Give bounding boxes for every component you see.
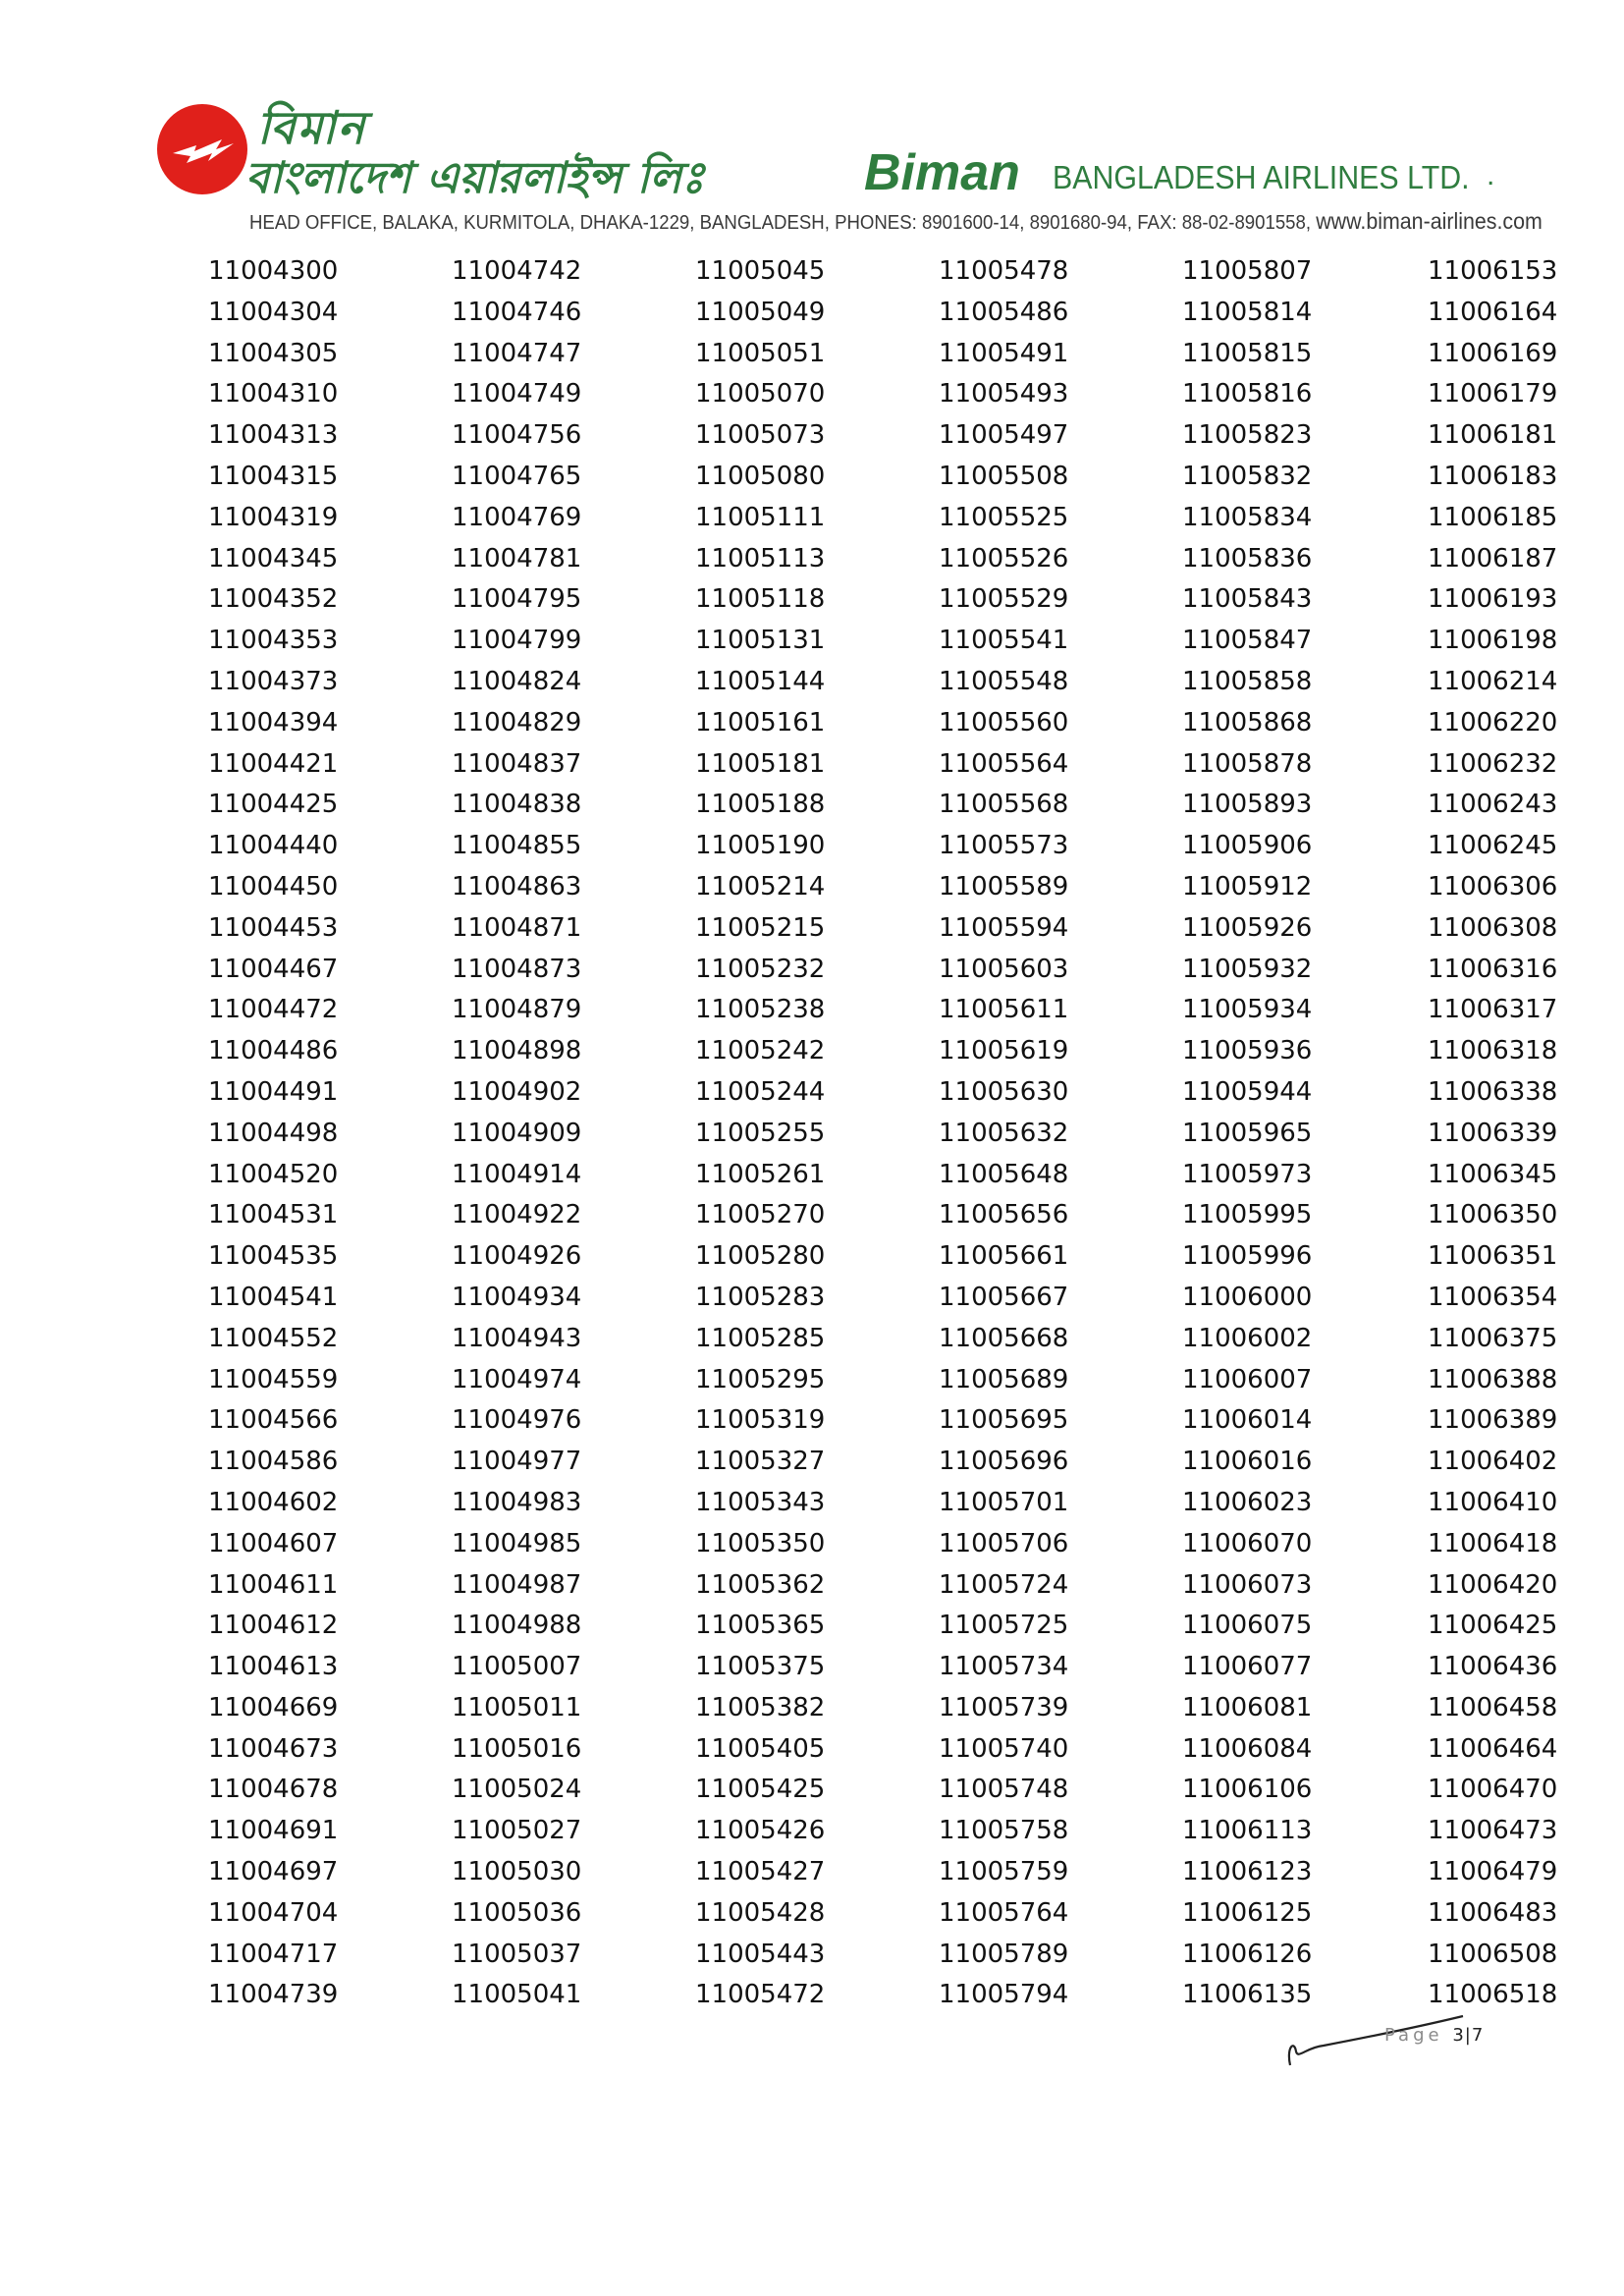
- roll-number-cell: 11006410: [1428, 1487, 1558, 1517]
- roll-number-cell: 11004305: [208, 338, 339, 368]
- roll-number-cell: 11006000: [1182, 1282, 1313, 1312]
- roll-number-cell: 11005548: [939, 666, 1069, 696]
- roll-number-cell: 11005630: [939, 1076, 1069, 1107]
- roll-number-cell: 11005049: [695, 297, 826, 327]
- roll-number-cell: 11004799: [452, 626, 582, 656]
- roll-number-cell: 11004491: [208, 1076, 339, 1107]
- roll-number-cell: 11004756: [452, 420, 582, 451]
- roll-number-cell: 11005632: [939, 1118, 1069, 1148]
- roll-number-cell: 11005073: [695, 420, 826, 451]
- roll-number-cell: 11004345: [208, 543, 339, 574]
- roll-number-cell: 11005486: [939, 297, 1069, 327]
- roll-number-cell: 11005214: [695, 871, 826, 902]
- roll-number-cell: 11004353: [208, 626, 339, 656]
- roll-number-cell: 11005261: [695, 1159, 826, 1189]
- roll-number-cell: 11005161: [695, 707, 826, 738]
- roll-number-cell: 11005926: [1182, 912, 1313, 943]
- roll-number-cell: 11005027: [452, 1816, 582, 1846]
- roll-number-cell: 11005011: [452, 1692, 582, 1722]
- roll-number-cell: 11005144: [695, 666, 826, 696]
- roll-number-cell: 11004673: [208, 1733, 339, 1764]
- roll-number-cell: 11004602: [208, 1487, 339, 1517]
- roll-number-cell: 11004304: [208, 297, 339, 327]
- roll-number-cell: 11005603: [939, 954, 1069, 984]
- roll-number-cell: 11004879: [452, 995, 582, 1025]
- roll-number-cell: 11004824: [452, 666, 582, 696]
- roll-number-cell: 11004977: [452, 1447, 582, 1477]
- roll-number-cell: 11005843: [1182, 584, 1313, 615]
- roll-number-cell: 11006339: [1428, 1118, 1558, 1148]
- biman-logo-icon: [157, 104, 247, 194]
- roll-number-cell: 11004742: [452, 256, 582, 286]
- roll-number-cell: 11005832: [1182, 461, 1313, 491]
- roll-number-cell: 11005327: [695, 1447, 826, 1477]
- roll-number-cell: 11005472: [695, 1980, 826, 2010]
- roll-number-cell: 11006183: [1428, 461, 1558, 491]
- roll-number-cell: 11004863: [452, 871, 582, 902]
- roll-number-cell: 11005834: [1182, 502, 1313, 532]
- roll-number-cell: 11004373: [208, 666, 339, 696]
- roll-number-cell: 11005529: [939, 584, 1069, 615]
- number-column: [1428, 251, 1575, 2016]
- roll-number-cell: 11005181: [695, 748, 826, 779]
- roll-number-cell: 11006245: [1428, 831, 1558, 861]
- roll-number-cell: 11004586: [208, 1447, 339, 1477]
- roll-number-cell: 11004902: [452, 1076, 582, 1107]
- roll-number-cell: 11006153: [1428, 256, 1558, 286]
- roll-number-cell: 11004739: [208, 1980, 339, 2010]
- roll-number-cell: 11004310: [208, 379, 339, 410]
- page-word: Page: [1384, 2025, 1443, 2046]
- roll-number-cell: 11006214: [1428, 666, 1558, 696]
- roll-number-cell: 11004829: [452, 707, 582, 738]
- roll-number-cell: 11006187: [1428, 543, 1558, 574]
- roll-number-cell: 11006113: [1182, 1816, 1313, 1846]
- roll-number-cell: 11005734: [939, 1652, 1069, 1682]
- roll-number-cell: 11004746: [452, 297, 582, 327]
- roll-number-cell: 11006016: [1182, 1447, 1313, 1477]
- roll-number-cell: 11006073: [1182, 1569, 1313, 1600]
- roll-number-cell: 11005111: [695, 502, 826, 532]
- roll-number-cell: 11005526: [939, 543, 1069, 574]
- roll-number-cell: 11004425: [208, 790, 339, 820]
- number-column: [452, 251, 695, 2016]
- roll-number-cell: 11005493: [939, 379, 1069, 410]
- roll-number-cell: 11005497: [939, 420, 1069, 451]
- roll-number-cell: 11005564: [939, 748, 1069, 779]
- roll-number-cell: 11006351: [1428, 1241, 1558, 1272]
- roll-number-cell: 11005070: [695, 379, 826, 410]
- roll-number-cell: 11004559: [208, 1364, 339, 1394]
- roll-number-cell: 11004717: [208, 1939, 339, 1969]
- roll-number-cell: 11005656: [939, 1200, 1069, 1230]
- roll-number-cell: 11004531: [208, 1200, 339, 1230]
- roll-number-cell: 11005285: [695, 1323, 826, 1353]
- roll-number-cell: 11005080: [695, 461, 826, 491]
- roll-number-cell: 11006002: [1182, 1323, 1313, 1353]
- roll-number-cell: 11004669: [208, 1692, 339, 1722]
- roll-number-cell: 11005350: [695, 1528, 826, 1558]
- roll-number-cell: 11005365: [695, 1611, 826, 1641]
- roll-number-cell: 11004315: [208, 461, 339, 491]
- roll-number-cell: 11005868: [1182, 707, 1313, 738]
- roll-number-cell: 11005428: [695, 1897, 826, 1928]
- roll-number-cell: 11005619: [939, 1036, 1069, 1066]
- roll-number-cell: 11005696: [939, 1447, 1069, 1477]
- roll-number-cell: 11005508: [939, 461, 1069, 491]
- roll-number-cell: 11005944: [1182, 1076, 1313, 1107]
- roll-number-cell: 11006169: [1428, 338, 1558, 368]
- roll-number-cell: 11005816: [1182, 379, 1313, 410]
- roll-number-cell: 11006375: [1428, 1323, 1558, 1353]
- roll-number-cell: 11005794: [939, 1980, 1069, 2010]
- roll-number-cell: 11005748: [939, 1775, 1069, 1805]
- roll-number-cell: 11005695: [939, 1405, 1069, 1436]
- roll-number-cell: 11004552: [208, 1323, 339, 1353]
- roll-number-cell: 11006220: [1428, 707, 1558, 738]
- roll-number-cell: 11005878: [1182, 748, 1313, 779]
- roll-number-cell: 11004976: [452, 1405, 582, 1436]
- roll-number-cell: 11006464: [1428, 1733, 1558, 1764]
- roll-number-cell: 11006014: [1182, 1405, 1313, 1436]
- roll-number-cell: 11005375: [695, 1652, 826, 1682]
- roll-number-cell: 11005814: [1182, 297, 1313, 327]
- page-number: 3: [1452, 2025, 1465, 2046]
- roll-number-cell: 11005016: [452, 1733, 582, 1764]
- roll-number-cell: 11005560: [939, 707, 1069, 738]
- roll-number-cell: 11004795: [452, 584, 582, 615]
- roll-number-cell: 11006308: [1428, 912, 1558, 943]
- roll-number-cell: 11005759: [939, 1857, 1069, 1887]
- roll-number-cell: 11006007: [1182, 1364, 1313, 1394]
- address-text: HEAD OFFICE, BALAKA, KURMITOLA, DHAKA-1229, BANGLADESH, PHONES: 8901600-14, 8901680-94, FAX: 88-02-8901558,: [249, 212, 1312, 234]
- roll-number-cell: 11006508: [1428, 1939, 1558, 1969]
- roll-number-cell: 11004607: [208, 1528, 339, 1558]
- roll-number-cell: 11005936: [1182, 1036, 1313, 1066]
- roll-number-cell: 11004394: [208, 707, 339, 738]
- roll-number-cell: 11004765: [452, 461, 582, 491]
- roll-number-cell: 11004612: [208, 1611, 339, 1641]
- head-office-address: [249, 208, 1543, 235]
- roll-number-cell: 11006075: [1182, 1611, 1313, 1641]
- roll-number-cell: 11004566: [208, 1405, 339, 1436]
- roll-number-cell: 11006483: [1428, 1897, 1558, 1928]
- roll-number-cell: 11004926: [452, 1241, 582, 1272]
- roll-number-grid: [208, 251, 1575, 2016]
- roll-number-cell: 11005425: [695, 1775, 826, 1805]
- roll-number-cell: 11004934: [452, 1282, 582, 1312]
- roll-number-cell: 11004747: [452, 338, 582, 368]
- roll-number-cell: 11004352: [208, 584, 339, 615]
- roll-number-cell: 11005568: [939, 790, 1069, 820]
- roll-number-cell: 11005443: [695, 1939, 826, 1969]
- roll-number-cell: 11006179: [1428, 379, 1558, 410]
- bengali-title-line2: বাংলাদেশ এয়ারলাইন্স লিঃ: [245, 153, 705, 203]
- number-column: [695, 251, 939, 2016]
- roll-number-cell: 11005739: [939, 1692, 1069, 1722]
- roll-number-cell: 11004541: [208, 1282, 339, 1312]
- roll-number-cell: 11004749: [452, 379, 582, 410]
- roll-number-cell: 11006193: [1428, 584, 1558, 615]
- roll-number-cell: 11006306: [1428, 871, 1558, 902]
- roll-number-cell: 11006425: [1428, 1611, 1558, 1641]
- roll-number-cell: 11005589: [939, 871, 1069, 902]
- roll-number-cell: 11004837: [452, 748, 582, 779]
- roll-number-cell: 11006125: [1182, 1897, 1313, 1928]
- roll-number-cell: 11005238: [695, 995, 826, 1025]
- roll-number-cell: 11004985: [452, 1528, 582, 1558]
- roll-number-cell: 11005242: [695, 1036, 826, 1066]
- number-column: [1182, 251, 1428, 2016]
- roll-number-cell: 11004520: [208, 1159, 339, 1189]
- page-footer: [1384, 2025, 1484, 2046]
- roll-number-cell: 11006418: [1428, 1528, 1558, 1558]
- roll-number-cell: 11004486: [208, 1036, 339, 1066]
- roll-number-cell: 11006232: [1428, 748, 1558, 779]
- roll-number-cell: 11006354: [1428, 1282, 1558, 1312]
- roll-number-cell: 11005965: [1182, 1118, 1313, 1148]
- roll-number-cell: 11005973: [1182, 1159, 1313, 1189]
- roll-number-cell: 11005427: [695, 1857, 826, 1887]
- letterhead: [147, 94, 1543, 242]
- brand-name: Biman: [864, 144, 1020, 201]
- roll-number-cell: 11005131: [695, 626, 826, 656]
- roll-number-cell: 11005995: [1182, 1200, 1313, 1230]
- roll-number-cell: 11005270: [695, 1200, 826, 1230]
- roll-number-cell: 11004983: [452, 1487, 582, 1517]
- roll-number-cell: 11004914: [452, 1159, 582, 1189]
- roll-number-cell: 11004909: [452, 1118, 582, 1148]
- roll-number-cell: 11005215: [695, 912, 826, 943]
- roll-number-cell: 11005491: [939, 338, 1069, 368]
- roll-number-cell: 11005701: [939, 1487, 1069, 1517]
- roll-number-cell: 11006458: [1428, 1692, 1558, 1722]
- roll-number-cell: 11005232: [695, 954, 826, 984]
- roll-number-cell: 11005051: [695, 338, 826, 368]
- roll-number-cell: 11006243: [1428, 790, 1558, 820]
- roll-number-cell: 11006198: [1428, 626, 1558, 656]
- roll-number-cell: 11006106: [1182, 1775, 1313, 1805]
- roll-number-cell: 11005893: [1182, 790, 1313, 820]
- number-column: [939, 251, 1182, 2016]
- roll-number-cell: 11005611: [939, 995, 1069, 1025]
- roll-number-cell: 11004988: [452, 1611, 582, 1641]
- roll-number-cell: 11006436: [1428, 1652, 1558, 1682]
- roll-number-cell: 11005724: [939, 1569, 1069, 1600]
- roll-number-cell: 11004781: [452, 543, 582, 574]
- roll-number-cell: 11006077: [1182, 1652, 1313, 1682]
- roll-number-cell: 11005740: [939, 1733, 1069, 1764]
- roll-number-cell: 11006388: [1428, 1364, 1558, 1394]
- roll-number-cell: 11006081: [1182, 1692, 1313, 1722]
- trailing-mark: .: [1487, 159, 1495, 191]
- roll-number-cell: 11004898: [452, 1036, 582, 1066]
- roll-number-cell: 11004535: [208, 1241, 339, 1272]
- roll-number-cell: 11004472: [208, 995, 339, 1025]
- roll-number-cell: 11005648: [939, 1159, 1069, 1189]
- roll-number-cell: 11005525: [939, 502, 1069, 532]
- roll-number-cell: 11005295: [695, 1364, 826, 1394]
- roll-number-cell: 11004873: [452, 954, 582, 984]
- roll-number-cell: 11004611: [208, 1569, 339, 1600]
- roll-number-cell: 11004300: [208, 256, 339, 286]
- company-name: BANGLADESH AIRLINES LTD.: [1053, 159, 1470, 195]
- roll-number-cell: 11004697: [208, 1857, 339, 1887]
- roll-number-cell: 11004838: [452, 790, 582, 820]
- bengali-title-line1: বিমান: [257, 101, 367, 154]
- roll-number-cell: 11005836: [1182, 543, 1313, 574]
- roll-number-cell: 11005283: [695, 1282, 826, 1312]
- roll-number-cell: 11006470: [1428, 1775, 1558, 1805]
- roll-number-cell: 11006123: [1182, 1857, 1313, 1887]
- roll-number-cell: 11005244: [695, 1076, 826, 1107]
- roll-number-cell: 11005190: [695, 831, 826, 861]
- roll-number-cell: 11006402: [1428, 1447, 1558, 1477]
- roll-number-cell: 11004421: [208, 748, 339, 779]
- roll-number-cell: 11004943: [452, 1323, 582, 1353]
- roll-number-cell: 11005113: [695, 543, 826, 574]
- roll-number-cell: 11005573: [939, 831, 1069, 861]
- number-column: [208, 251, 452, 2016]
- roll-number-cell: 11005725: [939, 1611, 1069, 1641]
- roll-number-cell: 11004678: [208, 1775, 339, 1805]
- roll-number-cell: 11005594: [939, 912, 1069, 943]
- roll-number-cell: 11005789: [939, 1939, 1069, 1969]
- roll-number-cell: 11006126: [1182, 1939, 1313, 1969]
- roll-number-cell: 11005934: [1182, 995, 1313, 1025]
- roll-number-cell: 11006070: [1182, 1528, 1313, 1558]
- roll-number-cell: 11005343: [695, 1487, 826, 1517]
- roll-number-cell: 11004450: [208, 871, 339, 902]
- roll-number-cell: 11005689: [939, 1364, 1069, 1394]
- roll-number-cell: 11006318: [1428, 1036, 1558, 1066]
- roll-number-cell: 11006518: [1428, 1980, 1558, 2010]
- roll-number-cell: 11004704: [208, 1897, 339, 1928]
- roll-number-cell: 11005996: [1182, 1241, 1313, 1272]
- roll-number-cell: 11005362: [695, 1569, 826, 1600]
- roll-number-cell: 11005858: [1182, 666, 1313, 696]
- roll-number-cell: 11005118: [695, 584, 826, 615]
- website-text: www.biman-airlines.com: [1316, 208, 1543, 234]
- roll-number-cell: 11006317: [1428, 995, 1558, 1025]
- roll-number-cell: 11005319: [695, 1405, 826, 1436]
- roll-number-cell: 11004319: [208, 502, 339, 532]
- roll-number-cell: 11005405: [695, 1733, 826, 1764]
- roll-number-cell: 11004974: [452, 1364, 582, 1394]
- roll-number-cell: 11005036: [452, 1897, 582, 1928]
- roll-number-cell: 11005030: [452, 1857, 582, 1887]
- page-separator: |: [1464, 2025, 1472, 2046]
- roll-number-cell: 11005815: [1182, 338, 1313, 368]
- roll-number-cell: 11005426: [695, 1816, 826, 1846]
- roll-number-cell: 11005847: [1182, 626, 1313, 656]
- roll-number-cell: 11004987: [452, 1569, 582, 1600]
- roll-number-cell: 11004440: [208, 831, 339, 861]
- roll-number-cell: 11006164: [1428, 297, 1558, 327]
- roll-number-cell: 11005007: [452, 1652, 582, 1682]
- roll-number-cell: 11005668: [939, 1323, 1069, 1353]
- roll-number-cell: 11006316: [1428, 954, 1558, 984]
- roll-number-cell: 11006350: [1428, 1200, 1558, 1230]
- roll-number-cell: 11005188: [695, 790, 826, 820]
- roll-number-cell: 11006473: [1428, 1816, 1558, 1846]
- roll-number-cell: 11004453: [208, 912, 339, 943]
- roll-number-cell: 11005823: [1182, 420, 1313, 451]
- roll-number-cell: 11004313: [208, 420, 339, 451]
- roll-number-cell: 11005024: [452, 1775, 582, 1805]
- roll-number-cell: 11005478: [939, 256, 1069, 286]
- roll-number-cell: 11005280: [695, 1241, 826, 1272]
- roll-number-cell: 11005037: [452, 1939, 582, 1969]
- roll-number-cell: 11006338: [1428, 1076, 1558, 1107]
- roll-number-cell: 11006345: [1428, 1159, 1558, 1189]
- roll-number-cell: 11006389: [1428, 1405, 1558, 1436]
- roll-number-cell: 11005255: [695, 1118, 826, 1148]
- page-total: 7: [1471, 2025, 1485, 2046]
- roll-number-cell: 11005932: [1182, 954, 1313, 984]
- roll-number-cell: 11006084: [1182, 1733, 1313, 1764]
- roll-number-cell: 11004691: [208, 1816, 339, 1846]
- roll-number-cell: 11004855: [452, 831, 582, 861]
- roll-number-cell: 11005912: [1182, 871, 1313, 902]
- roll-number-cell: 11005045: [695, 256, 826, 286]
- roll-number-cell: 11005667: [939, 1282, 1069, 1312]
- roll-number-cell: 11004467: [208, 954, 339, 984]
- roll-number-cell: 11006023: [1182, 1487, 1313, 1517]
- roll-number-cell: 11005758: [939, 1816, 1069, 1846]
- roll-number-cell: 11005382: [695, 1692, 826, 1722]
- roll-number-cell: 11005906: [1182, 831, 1313, 861]
- roll-number-cell: 11004871: [452, 912, 582, 943]
- roll-number-cell: 11005661: [939, 1241, 1069, 1272]
- roll-number-cell: 11005764: [939, 1897, 1069, 1928]
- roll-number-cell: 11005807: [1182, 256, 1313, 286]
- roll-number-cell: 11004769: [452, 502, 582, 532]
- roll-number-cell: 11006420: [1428, 1569, 1558, 1600]
- roll-number-cell: 11005541: [939, 626, 1069, 656]
- roll-number-cell: 11005041: [452, 1980, 582, 2010]
- roll-number-cell: 11004498: [208, 1118, 339, 1148]
- roll-number-cell: 11006479: [1428, 1857, 1558, 1887]
- roll-number-cell: 11006181: [1428, 420, 1558, 451]
- roll-number-cell: 11004922: [452, 1200, 582, 1230]
- roll-number-cell: 11006185: [1428, 502, 1558, 532]
- roll-number-cell: 11006135: [1182, 1980, 1313, 2010]
- roll-number-cell: 11004613: [208, 1652, 339, 1682]
- roll-number-cell: 11005706: [939, 1528, 1069, 1558]
